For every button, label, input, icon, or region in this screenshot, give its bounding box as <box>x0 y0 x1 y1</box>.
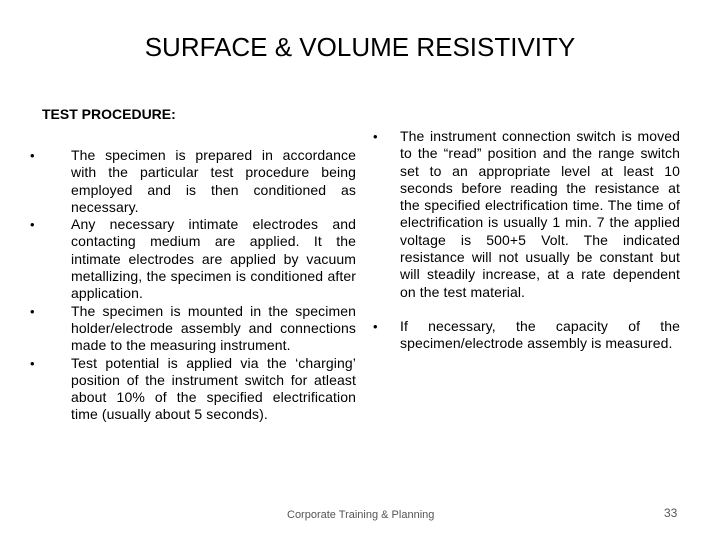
left-bullet-list <box>30 147 358 424</box>
bullet-icon: • <box>30 355 35 371</box>
list-item <box>30 355 358 424</box>
bullet-text: The specimen is prepared in accordance with the particular test procedure being employed and is then conditioned as necessary. <box>71 147 356 215</box>
list-item <box>30 303 358 355</box>
list-item <box>30 216 358 302</box>
page-number: 33 <box>664 506 678 520</box>
section-heading: TEST PROCEDURE: <box>42 106 176 122</box>
list-item <box>30 147 358 216</box>
bullet-text: The instrument connection switch is moved to the “read” position and the range switch set to an appropriate level at least 10 seconds before reading the resistance at the specified electrification time. The time of electrification is usually 1 min. 7 the applied voltage is 500+5 Volt. The indicated resistance will not usually be constant but will steadily increase, at a rate dependent on the test material. <box>400 128 680 300</box>
bullet-text: Test potential is applied via the ‘charging’ position of the instrument switch for atleast about 10% of the specified electrification time (usually about 5 seconds). <box>71 354 356 423</box>
bullet-icon: • <box>373 318 378 334</box>
bullet-icon: • <box>30 217 35 233</box>
list-item <box>373 318 683 353</box>
right-bullet-list <box>373 128 683 353</box>
bullet-text: The specimen is mounted in the specimen holder/electrode assembly and connections made to the measuring instrument. <box>71 302 356 354</box>
bullet-icon: • <box>373 129 378 144</box>
footer-text: Corporate Training & Planning <box>287 509 435 521</box>
bullet-icon: • <box>30 148 35 163</box>
bullet-text: Any necessary intimate electrodes and contacting medium are applied. It the intimate electrodes are applied by vacuum metallizing, the specimen is conditioned after application. <box>71 216 356 302</box>
slide-title: SURFACE & VOLUME RESISTIVITY <box>144 32 576 62</box>
bullet-icon: • <box>30 303 35 319</box>
list-item <box>373 128 683 301</box>
bullet-text: If necessary, the capacity of the specimen/electrode assembly is measured. <box>400 317 680 352</box>
